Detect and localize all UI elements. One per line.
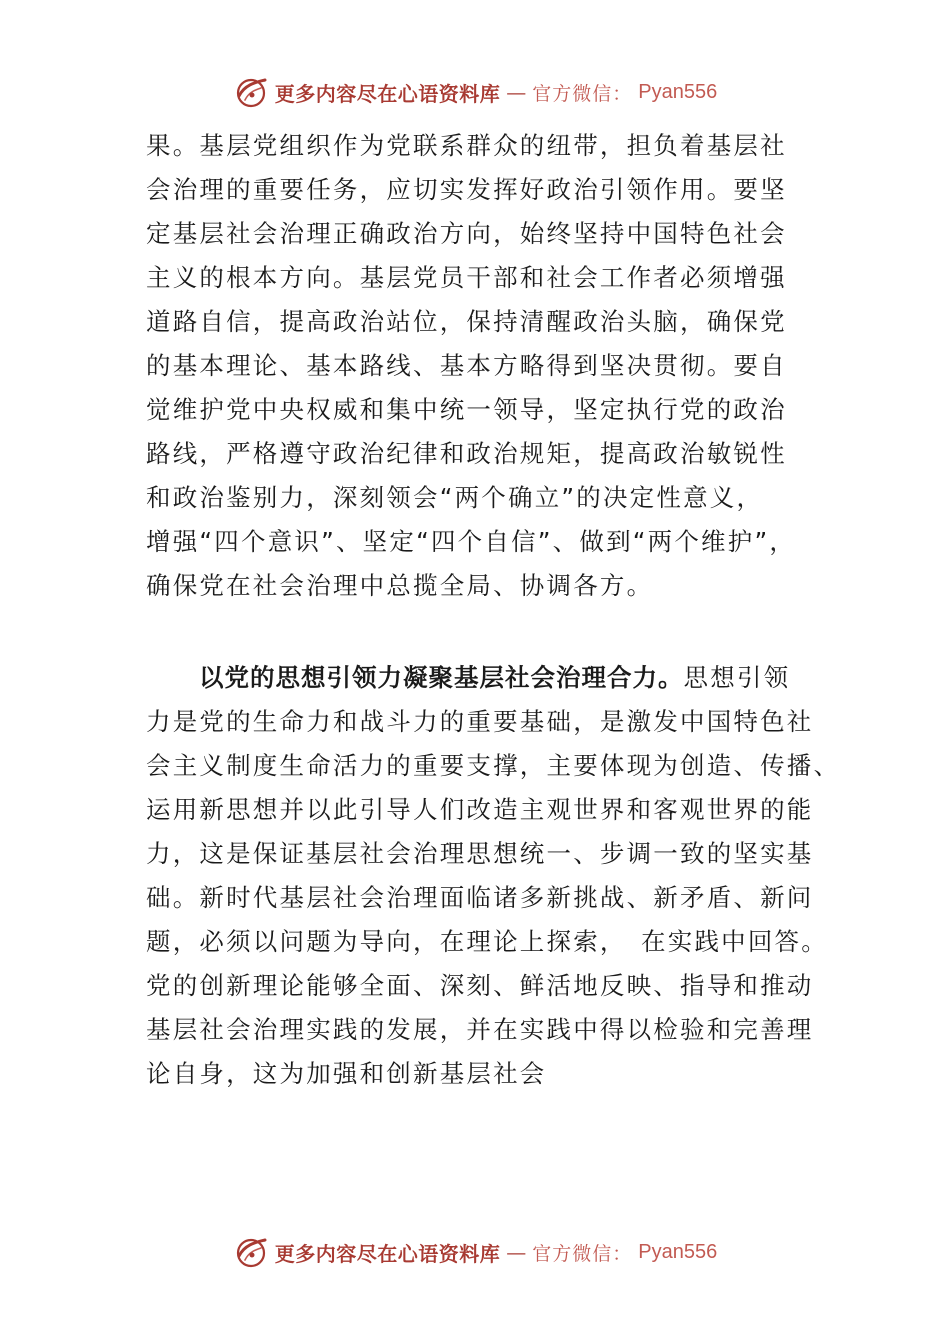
- text-line: 觉维护党中央权威和集中统一领导，坚定执行党的政治: [146, 395, 787, 424]
- text-line: 论自身，这为加强和创新基层社会: [146, 1059, 547, 1088]
- section-lead-heading: 以党的思想引领力凝聚基层社会治理合力。: [199, 663, 684, 692]
- brush-logo-icon: [233, 74, 269, 110]
- footer-separator: —: [506, 1240, 527, 1264]
- footer-banner: [0, 1232, 950, 1272]
- footer-site-text: 更多内容尽在心语资料库: [274, 1241, 501, 1266]
- text-line: 确保党在社会治理中总揽全局、协调各方。: [146, 571, 654, 600]
- text-line: 的基本理论、基本路线、基本方略得到坚决贯彻。要自: [146, 351, 787, 380]
- text-line: 基层社会治理实践的发展，并在实践中得以检验和完善理: [146, 1015, 814, 1044]
- text-line: 力是党的生命力和战斗力的重要基础，是激发中国特色社: [146, 707, 814, 736]
- footer-wechat-id: Pyan556: [638, 1240, 718, 1263]
- header-wechat-id: Pyan556: [638, 80, 718, 103]
- text-line: 础。新时代基层社会治理面临诸多新挑战、新矛盾、新问: [146, 883, 814, 912]
- text-line: 和政治鉴别力，深刻领会“两个确立”的决定性意义，: [146, 483, 764, 512]
- text-line: 路线，严格遵守政治纪律和政治规矩，提高政治敏锐性: [146, 439, 787, 468]
- header-wechat-label: 官方微信：: [532, 82, 633, 105]
- text-line: 定基层社会治理正确政治方向，始终坚持中国特色社会: [146, 219, 787, 248]
- text-line: 会治理的重要任务，应切实发挥好政治引领作用。要坚: [146, 175, 787, 204]
- header-banner: [0, 72, 950, 112]
- text-line: 力，这是保证基层社会治理思想统一、步调一致的坚实基: [146, 839, 814, 868]
- header-separator: —: [506, 80, 527, 104]
- first-line-rest: 思想引领: [683, 663, 791, 692]
- text-line: 道路自信，提高政治站位，保持清醒政治头脑，确保党: [146, 307, 787, 336]
- header-site-text: 更多内容尽在心语资料库: [274, 81, 501, 106]
- brush-logo-icon: [233, 1234, 269, 1270]
- footer-wechat-label: 官方微信：: [532, 1242, 633, 1265]
- paragraph-2: [146, 656, 841, 1096]
- text-line: [146, 656, 836, 700]
- text-line: 题，必须以问题为导向，在理论上探索， 在实践中回答。: [146, 927, 828, 956]
- text-line: 增强“四个意识”、坚定“四个自信”、做到“两个维护”，: [146, 527, 797, 556]
- text-line: 果。基层党组织作为党联系群众的纽带，担负着基层社: [146, 131, 787, 160]
- text-line: 会主义制度生命活力的重要支撑，主要体现为创造、传播、: [146, 751, 841, 780]
- text-line: 党的创新理论能够全面、深刻、鲜活地反映、指导和推动: [146, 971, 814, 1000]
- text-line: 主义的根本方向。基层党员干部和社会工作者必须增强: [146, 263, 787, 292]
- paragraph-1: [146, 124, 836, 608]
- text-line: 运用新思想并以此引导人们改造主观世界和客观世界的能: [146, 795, 814, 824]
